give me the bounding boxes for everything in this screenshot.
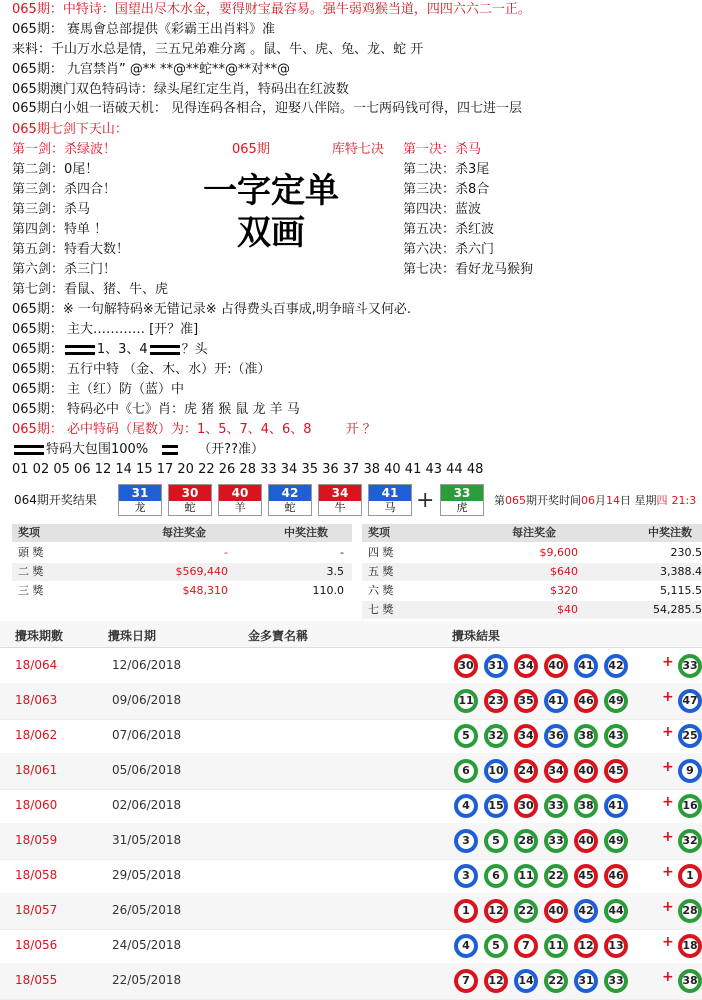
result-special-ball: 1 xyxy=(678,864,702,888)
result-draw-date: 02/06/2018 xyxy=(112,798,181,812)
result-row[interactable] xyxy=(0,963,702,1000)
prize-amount: - xyxy=(224,544,228,562)
prize-amount: $48,310 xyxy=(183,582,229,600)
key-line: 第一决：杀马 xyxy=(403,142,481,158)
prize-amount: $320 xyxy=(550,582,578,600)
next-draw-text: 第 xyxy=(494,494,505,507)
prize-table-header xyxy=(12,524,352,542)
result-ball: 22 xyxy=(544,864,568,888)
result-draw-id[interactable]: 18/064 xyxy=(15,658,57,672)
result-draw-date: 12/06/2018 xyxy=(112,658,181,672)
draw-ball xyxy=(218,484,262,516)
result-special-ball: 33 xyxy=(678,654,702,678)
headline-poem: 065期：中特诗：国望出尽木水金，要得财宝最容易。强牛弱鸡猴当道，四四六六二一正。 xyxy=(12,2,531,18)
prize-amount: $40 xyxy=(557,601,578,619)
result-special-ball: 47 xyxy=(678,689,702,713)
result-ball: 11 xyxy=(544,934,568,958)
col-draw-date: 攪珠日期 xyxy=(108,627,156,644)
prize-count: 5,115.5 xyxy=(660,582,702,600)
mid-title-keys: 库特七决 xyxy=(332,142,384,157)
draw-result-bar xyxy=(0,484,702,520)
draw-ball-number: 41 xyxy=(369,485,411,501)
prize-name: 五 獎 xyxy=(368,563,394,581)
result-special-ball: 16 xyxy=(678,794,702,818)
result-ball: 15 xyxy=(484,794,508,818)
result-ball: 6 xyxy=(454,759,478,783)
plus-icon: + xyxy=(662,829,674,845)
special-ball xyxy=(440,484,484,516)
results-header xyxy=(0,621,702,648)
prize-row xyxy=(12,582,352,600)
prize-name: 頭 獎 xyxy=(18,544,44,562)
result-ball: 38 xyxy=(574,724,598,748)
key-line: 第六决：杀六门 xyxy=(403,242,494,258)
prize-amount: $569,440 xyxy=(176,563,229,581)
next-draw-period: 065 xyxy=(505,494,526,507)
prize-row xyxy=(362,601,702,619)
mid-title-period: 065期 xyxy=(232,142,270,157)
tip-line-8-open: （开??准） xyxy=(198,442,264,457)
next-draw-text: 月 xyxy=(595,494,606,507)
tip-line-3-numbers: 1、3、4 xyxy=(97,342,148,357)
result-ball: 43 xyxy=(604,724,628,748)
result-ball: 1 xyxy=(454,899,478,923)
special-ball-number: 33 xyxy=(441,485,483,501)
result-ball: 22 xyxy=(514,899,538,923)
info-line-3: 来料：千山万水总是情，三五兄弟难分离 。鼠、牛、虎、兔、龙、蛇 开 xyxy=(12,42,423,58)
draw-ball-zodiac: 马 xyxy=(369,501,411,515)
info-line-4: 065期： 九宫禁肖” @** **@**蛇**@**对**@ xyxy=(12,62,290,78)
result-ball: 28 xyxy=(514,829,538,853)
draw-ball-number: 40 xyxy=(219,485,261,501)
tip-line-3-suffix: ？头 xyxy=(182,342,208,357)
result-ball: 10 xyxy=(484,759,508,783)
result-draw-id[interactable]: 18/057 xyxy=(15,903,57,917)
result-ball: 30 xyxy=(514,794,538,818)
result-ball: 36 xyxy=(544,724,568,748)
result-ball: 24 xyxy=(514,759,538,783)
tip-line-1: 065期：※ 一句解特码※无错记录※ 占得费头百事成,明争暗斗又何必. xyxy=(12,302,411,318)
result-draw-date: 29/05/2018 xyxy=(112,868,181,882)
key-line: 第四决：蓝波 xyxy=(403,202,481,218)
draw-ball-zodiac: 蛇 xyxy=(169,501,211,515)
result-draw-date: 26/05/2018 xyxy=(112,903,181,917)
result-ball: 31 xyxy=(574,969,598,993)
result-row[interactable] xyxy=(0,718,702,755)
result-ball: 44 xyxy=(604,899,628,923)
draw-result-label: 064期开奖结果 xyxy=(14,491,97,508)
special-ball-zodiac: 虎 xyxy=(441,501,483,515)
prize-row xyxy=(362,544,702,562)
result-ball: 5 xyxy=(484,829,508,853)
result-ball: 42 xyxy=(604,654,628,678)
tip-line-7-main: 065期： 必中特码（尾数）为：1、5、7、4、6、8 xyxy=(12,422,312,437)
result-ball: 31 xyxy=(484,654,508,678)
sword-line: 第一剑：杀绿波！ xyxy=(12,142,116,158)
sword-line: 第二剑：0尾！ xyxy=(12,162,98,178)
next-draw-time: 21:3 xyxy=(672,494,697,507)
sword-line: 第三剑：杀马 xyxy=(12,202,90,218)
result-special-ball: 28 xyxy=(678,899,702,923)
prize-row xyxy=(362,582,702,600)
result-ball: 49 xyxy=(604,689,628,713)
tip-line-7-open: 开 ？ xyxy=(346,422,376,437)
plus-icon: + xyxy=(662,689,674,705)
plus-icon: + xyxy=(662,899,674,915)
result-special-ball: 38 xyxy=(678,969,702,993)
prize-count: 54,285.5 xyxy=(653,601,702,619)
result-ball: 34 xyxy=(544,759,568,783)
draw-ball-number: 42 xyxy=(269,485,311,501)
result-row[interactable] xyxy=(0,753,702,790)
plus-icon: + xyxy=(662,969,674,985)
header-prize: 奖项 xyxy=(18,524,40,542)
result-ball: 40 xyxy=(574,759,598,783)
result-ball: 12 xyxy=(484,899,508,923)
result-draw-id[interactable]: 18/058 xyxy=(15,868,57,882)
key-line: 第五决：杀红波 xyxy=(403,222,494,238)
result-draw-date: 22/05/2018 xyxy=(112,973,181,987)
plus-icon: + xyxy=(662,934,674,950)
header-count: 中奖注数 xyxy=(648,524,692,542)
result-ball: 12 xyxy=(484,969,508,993)
draw-ball-number: 34 xyxy=(319,485,361,501)
header-prize: 奖项 xyxy=(368,524,390,542)
result-draw-id[interactable]: 18/060 xyxy=(15,798,57,812)
prize-table-header xyxy=(362,524,702,542)
result-ball: 5 xyxy=(484,934,508,958)
draw-ball-zodiac: 羊 xyxy=(219,501,261,515)
bar-decoration xyxy=(65,345,95,355)
result-ball: 41 xyxy=(604,794,628,818)
result-draw-id[interactable]: 18/063 xyxy=(15,693,57,707)
plus-icon: + xyxy=(662,724,674,740)
result-ball: 4 xyxy=(454,794,478,818)
result-ball: 38 xyxy=(574,794,598,818)
result-draw-id[interactable]: 18/061 xyxy=(15,763,57,777)
result-draw-date: 07/06/2018 xyxy=(112,728,181,742)
plus-icon: + xyxy=(662,654,674,670)
prize-count: 230.5 xyxy=(671,544,702,562)
info-line-6: 065期白小姐一语破天机： 见得连码各相合，迎娶八伴陪。一七两码钱可得，四七进一层 xyxy=(12,101,522,117)
next-draw-month: 06 xyxy=(581,494,595,507)
info-line-5: 065期澳门双色特码诗：绿头尾红定生肖，特码出在红波数 xyxy=(12,82,349,98)
prize-count: 3,388.4 xyxy=(660,563,702,581)
bar-decoration xyxy=(14,445,44,455)
result-ball: 7 xyxy=(514,934,538,958)
tip-line-3 xyxy=(12,342,208,358)
result-ball: 42 xyxy=(574,899,598,923)
key-line: 第二决：杀3尾 xyxy=(403,162,489,178)
seven-swords-title: 065期七剑下天山： xyxy=(12,122,128,138)
draw-ball xyxy=(318,484,362,516)
result-special-ball: 18 xyxy=(678,934,702,958)
draw-ball xyxy=(168,484,212,516)
result-ball: 40 xyxy=(544,899,568,923)
result-ball: 40 xyxy=(574,829,598,853)
col-jackpot-name: 金多寶名稱 xyxy=(248,627,308,644)
number-list: 01 02 05 06 12 14 15 17 20 22 26 28 33 34 35 36 37 38 40 41 43 44 48 xyxy=(12,462,483,478)
result-ball: 41 xyxy=(574,654,598,678)
result-ball: 34 xyxy=(514,654,538,678)
result-row[interactable] xyxy=(0,648,702,685)
result-ball: 46 xyxy=(574,689,598,713)
big-odd-even-text: 一字定单双画 xyxy=(196,170,346,254)
result-special-ball: 25 xyxy=(678,724,702,748)
sword-line: 第三剑：杀四合！ xyxy=(12,182,116,198)
result-row[interactable] xyxy=(0,928,702,965)
result-draw-id[interactable]: 18/059 xyxy=(15,833,57,847)
prize-amount: $9,600 xyxy=(540,544,579,562)
result-ball: 11 xyxy=(454,689,478,713)
result-ball: 4 xyxy=(454,934,478,958)
result-ball: 45 xyxy=(574,864,598,888)
result-row[interactable] xyxy=(0,823,702,860)
result-ball: 23 xyxy=(484,689,508,713)
result-row[interactable] xyxy=(0,893,702,930)
plus-icon: + xyxy=(662,864,674,880)
draw-ball xyxy=(268,484,312,516)
draw-ball-number: 30 xyxy=(169,485,211,501)
prize-count: - xyxy=(340,544,344,562)
prize-row xyxy=(362,563,702,581)
next-draw-text: 日 星期 xyxy=(620,494,657,507)
plus-icon: + xyxy=(416,488,434,513)
next-draw-weekday: 四 xyxy=(657,494,668,507)
key-line: 第七决：看好龙马猴狗 xyxy=(403,262,533,278)
plus-icon: + xyxy=(662,794,674,810)
tip-line-4: 065期： 五行中特 （金、木、水）开:（准） xyxy=(12,362,270,378)
result-row[interactable] xyxy=(0,683,702,720)
result-draw-id[interactable]: 18/062 xyxy=(15,728,57,742)
prize-name: 六 獎 xyxy=(368,582,394,600)
result-ball: 41 xyxy=(544,689,568,713)
result-draw-date: 24/05/2018 xyxy=(112,938,181,952)
draw-ball-number: 31 xyxy=(119,485,161,501)
tip-line-8-main: 特码大包围100% xyxy=(46,442,148,457)
next-draw-day: 14 xyxy=(606,494,620,507)
result-ball: 33 xyxy=(544,829,568,853)
result-ball: 3 xyxy=(454,864,478,888)
col-draw-id: 攪珠期數 xyxy=(15,627,63,644)
result-ball: 40 xyxy=(544,654,568,678)
result-ball: 5 xyxy=(454,724,478,748)
result-special-ball: 32 xyxy=(678,829,702,853)
tip-line-6: 065期： 特码必中《七》肖：虎 猪 猴 鼠 龙 羊 马 xyxy=(12,402,300,418)
prize-name: 三 獎 xyxy=(18,582,44,600)
sword-line: 第五剑：特看大数！ xyxy=(12,242,129,258)
result-draw-id[interactable]: 18/056 xyxy=(15,938,57,952)
plus-icon: + xyxy=(662,759,674,775)
prize-name: 七 獎 xyxy=(368,601,394,619)
prize-row xyxy=(12,563,352,581)
result-ball: 13 xyxy=(604,934,628,958)
tip-line-7 xyxy=(12,422,376,438)
draw-ball xyxy=(118,484,162,516)
tip-line-2: 065期： 主大………… [开？准] xyxy=(12,322,198,338)
sword-line: 第七剑：看鼠、猪、牛、虎 xyxy=(12,282,168,298)
info-line-2: 065期： 赛馬會总部提供《彩霸王出肖料》准 xyxy=(12,22,275,38)
draw-ball xyxy=(368,484,412,516)
result-ball: 14 xyxy=(514,969,538,993)
tip-line-3-prefix: 065期： xyxy=(12,342,63,357)
prize-row xyxy=(12,544,352,562)
result-ball: 12 xyxy=(574,934,598,958)
header-count: 中奖注数 xyxy=(284,524,328,542)
result-draw-date: 31/05/2018 xyxy=(112,833,181,847)
result-ball: 11 xyxy=(514,864,538,888)
draw-ball-zodiac: 蛇 xyxy=(269,501,311,515)
result-draw-id[interactable]: 18/055 xyxy=(15,973,57,987)
result-draw-date: 09/06/2018 xyxy=(112,693,181,707)
sword-line: 第六剑：杀三门！ xyxy=(12,262,116,278)
result-ball: 33 xyxy=(604,969,628,993)
draw-ball-zodiac: 龙 xyxy=(119,501,161,515)
bar-decoration xyxy=(150,345,180,355)
result-ball: 3 xyxy=(454,829,478,853)
result-ball: 32 xyxy=(484,724,508,748)
prize-amount: $640 xyxy=(550,563,578,581)
prize-count: 110.0 xyxy=(313,582,345,600)
prize-name: 二 獎 xyxy=(18,563,44,581)
next-draw-info xyxy=(494,492,696,508)
prize-count: 3.5 xyxy=(327,563,345,581)
result-ball: 33 xyxy=(544,794,568,818)
col-draw-result: 攪珠結果 xyxy=(452,627,500,644)
result-ball: 35 xyxy=(514,689,538,713)
result-special-ball: 9 xyxy=(678,759,702,783)
prize-name: 四 獎 xyxy=(368,544,394,562)
result-row[interactable] xyxy=(0,858,702,895)
result-ball: 49 xyxy=(604,829,628,853)
result-draw-date: 05/06/2018 xyxy=(112,763,181,777)
tip-line-5: 065期： 主（红）防（蓝）中 xyxy=(12,382,184,398)
sword-line: 第四剑：特单 ！ xyxy=(12,222,107,238)
mid-title xyxy=(232,142,384,158)
result-ball: 30 xyxy=(454,654,478,678)
result-row[interactable] xyxy=(0,788,702,825)
next-draw-text: 期开奖时间 xyxy=(526,494,581,507)
result-ball: 46 xyxy=(604,864,628,888)
result-ball: 34 xyxy=(514,724,538,748)
result-ball: 22 xyxy=(544,969,568,993)
result-ball: 6 xyxy=(484,864,508,888)
result-ball: 7 xyxy=(454,969,478,993)
header-amount: 每注奖金 xyxy=(512,524,556,542)
key-line: 第三决：杀8合 xyxy=(403,182,489,198)
result-ball: 45 xyxy=(604,759,628,783)
tip-line-8 xyxy=(12,442,264,458)
draw-ball-zodiac: 牛 xyxy=(319,501,361,515)
bar-decoration xyxy=(162,445,178,455)
header-amount: 每注奖金 xyxy=(162,524,206,542)
